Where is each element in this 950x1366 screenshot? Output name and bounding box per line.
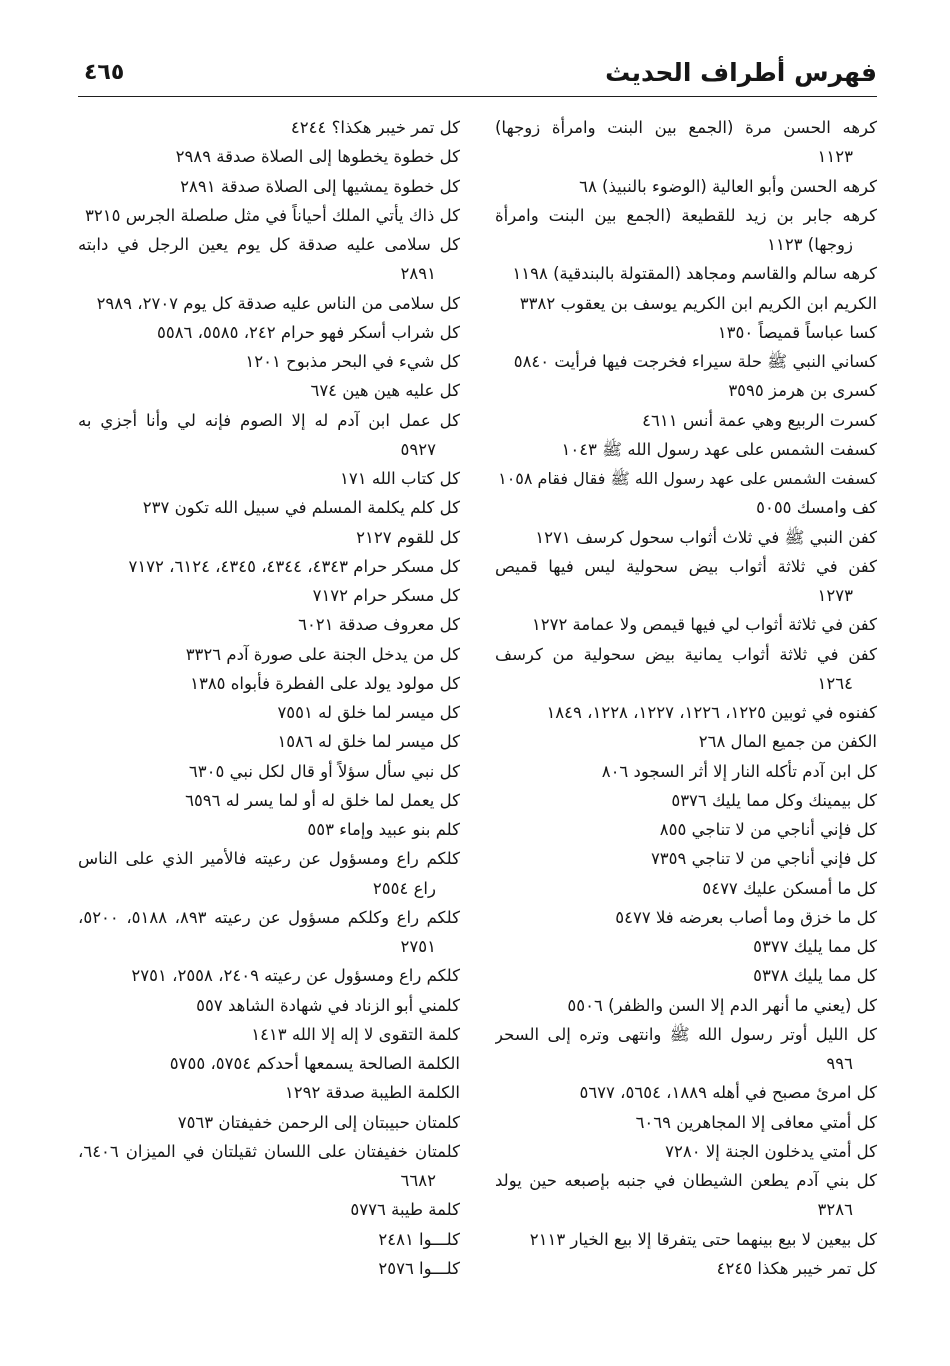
index-entry bbox=[78, 1137, 460, 1196]
index-entry bbox=[495, 172, 877, 201]
entry-line: كل مولود يولد على الفطرة فأبواه ١٣٨٥ bbox=[190, 673, 460, 693]
index-entry bbox=[78, 1049, 460, 1078]
index-entry bbox=[78, 493, 460, 522]
index-entry bbox=[495, 1166, 877, 1225]
index-entry bbox=[78, 1020, 460, 1049]
entry-line: كل تمر خيبر هكذا؟ ٤٢٤٤ bbox=[290, 118, 460, 137]
entry-line: كل أمتي معافى إلا المجاهرين ٦٠٦٩ bbox=[635, 1112, 877, 1132]
index-entry bbox=[78, 201, 460, 230]
header-rule bbox=[78, 96, 877, 97]
entry-line: كل امرئ مصبح في أهله ١٨٨٩، ٥٦٥٤، ٥٦٧٧ bbox=[579, 1083, 877, 1103]
index-entry bbox=[78, 464, 460, 493]
index-entry bbox=[495, 113, 877, 172]
index-entry bbox=[495, 552, 877, 611]
index-entry bbox=[78, 610, 460, 639]
entry-line: كل مما يليك ٥٣٧٧ bbox=[753, 937, 877, 956]
index-entry bbox=[495, 757, 877, 786]
entry-line: كل بيعين لا بيع بينهما حتى يتفرقا إلا بيع الخيار ٢١١٣ bbox=[529, 1229, 877, 1249]
entry-line: كف وامسك ٥٠٥٥ bbox=[756, 498, 877, 518]
entry-line: كل ما أمسكن عليك ٥٤٧٧ bbox=[702, 878, 877, 898]
entry-line: كل مما يليك ٥٣٧٨ bbox=[753, 966, 877, 986]
entry-line: كل ابن آدم تأكله النار إلا أثر السجود ٨٠٦ bbox=[601, 761, 877, 781]
entry-line: كسفت الشمس على عهد رسول الله ﷺ فقال فقام ١٠٥٨ bbox=[498, 469, 877, 488]
entry-line: كل من يدخل الجنة على صورة آدم ٣٣٢٦ bbox=[185, 644, 460, 664]
index-entry bbox=[495, 259, 877, 288]
entry-line: كل فإني أناجي من لا تناجي ٧٣٥٩ bbox=[650, 849, 877, 869]
index-entry bbox=[78, 289, 460, 318]
index-entry bbox=[495, 640, 877, 699]
index-entry bbox=[78, 1225, 460, 1254]
page-number: ٤٦٥ bbox=[84, 60, 125, 85]
entry-line: كل فإني أناجي من لا تناجي ٨٥٥ bbox=[659, 820, 877, 839]
entry-line: كل ذاك يأتي الملك أحياناً في مثل صلصلة الجرس ٣٢١٥ bbox=[85, 205, 460, 225]
entry-line: كسا عباساً قميصاً ١٣٥٠ bbox=[717, 322, 877, 342]
entry-line: كلكم راع وكلكم مسؤول عن رعيته ٨٩٣، ٥١٨٨، ٥٢٠٠، bbox=[78, 907, 460, 927]
index-entry bbox=[78, 786, 460, 815]
entry-line: كل سلامى عليه صدقة كل يوم يعين الرجل في دابته bbox=[78, 235, 460, 254]
entry-line: كل مسكر حرام ٤٣٤٣، ٤٣٤٤، ٤٣٤٥، ٦١٢٤، ٧١٧٢ bbox=[128, 556, 460, 576]
entry-line: كرهه الحسن وأبو العالية (الوضوء بالنبيذ) ٦٨ bbox=[579, 176, 877, 196]
entry-continuation-line: ١١٢٣ bbox=[817, 147, 853, 167]
index-entry bbox=[495, 523, 877, 552]
index-entry bbox=[78, 815, 460, 844]
entry-line: كل كتاب الله ١٧١ bbox=[340, 469, 460, 488]
entry-line: كل خطوة يخطوها إلى الصلاة صدقة ٢٩٨٩ bbox=[175, 147, 460, 167]
index-column-right bbox=[495, 113, 877, 1283]
index-entry bbox=[495, 932, 877, 961]
entry-line: الكلمة الصالحة يسمعها أحدكم ٥٧٥٤، ٥٧٥٥ bbox=[169, 1054, 460, 1073]
index-entry bbox=[495, 1078, 877, 1107]
entry-line: الكفن من جميع المال ٢٦٨ bbox=[698, 732, 877, 752]
index-entry bbox=[495, 698, 877, 727]
entry-line: كسرت الربيع وهي عمة أنس ٤٦١١ bbox=[642, 410, 877, 430]
index-entry bbox=[495, 1225, 877, 1254]
entry-line: كساني النبي ﷺ حلة سيراء فخرجت فيها فرأيت ٥٨٤٠ bbox=[513, 352, 877, 371]
index-entry bbox=[495, 903, 877, 932]
entry-line: كل عليه هين هين ٦٧٤ bbox=[310, 381, 460, 401]
entry-continuation-line: زوجها) ١١٢٣ bbox=[767, 235, 853, 254]
index-entry bbox=[78, 903, 460, 962]
entry-line: كل نبي سأل سؤلاً أو قال لكل نبي ٦٣٠٥ bbox=[188, 761, 460, 781]
entry-line: كفن النبي ﷺ في ثلاث أثواب سحول كرسف ١٢٧١ bbox=[535, 527, 877, 547]
index-entry bbox=[495, 318, 877, 347]
index-entry bbox=[495, 464, 877, 493]
entry-line: كفن في ثلاثة أثواب بيض سحولية ليس فيها قميص bbox=[495, 556, 877, 576]
entry-line: كرهه جابر بن زيد للقطيعة (الجمع بين البنت وامرأة bbox=[495, 205, 877, 225]
index-entry bbox=[78, 142, 460, 171]
entry-line: كل ميسر لما خلق له ٧٥٥١ bbox=[277, 703, 460, 722]
entry-line: كل للقوم ٢١٢٧ bbox=[356, 527, 460, 547]
index-entry bbox=[78, 552, 460, 581]
entry-line: كسفت الشمس على عهد رسول الله ﷺ ١٠٤٣ bbox=[561, 439, 877, 459]
entry-line: كسرى بن هرمز ٣٥٩٥ bbox=[728, 381, 877, 401]
index-entry bbox=[78, 844, 460, 903]
index-entry bbox=[78, 230, 460, 289]
index-entry bbox=[78, 961, 460, 990]
index-entry bbox=[78, 347, 460, 376]
entry-line: كل يعمل لما خلق له أو لما يسر له ٦٥٩٦ bbox=[185, 790, 460, 810]
entry-continuation-line: ٢٨٩١ bbox=[400, 264, 436, 284]
entry-line: كفنوه في ثوبين ١٢٢٥، ١٢٢٦، ١٢٢٧، ١٢٢٨، ١٨٤٩ bbox=[546, 703, 877, 722]
entry-line: كلمني أبو الزناد في شهادة الشاهد ٥٥٧ bbox=[196, 995, 460, 1015]
entry-line: كل ما خزق وما أصاب بعرضه فلا ٥٤٧٧ bbox=[615, 907, 877, 927]
entry-line: كل شراب أسكر فهو حرام ٢٤٢، ٥٥٨٥، ٥٥٨٦ bbox=[156, 322, 460, 342]
index-entry bbox=[495, 376, 877, 405]
index-entry bbox=[78, 172, 460, 201]
index-entry bbox=[78, 991, 460, 1020]
index-entry bbox=[78, 1254, 460, 1283]
index-entry bbox=[78, 698, 460, 727]
entry-line: كل كلم يكلمة المسلم في سبيل الله تكون ٢٣٧ bbox=[142, 498, 460, 518]
index-entry bbox=[78, 318, 460, 347]
entry-line: كلمتان خفيفتان على اللسان ثقيلتان في الميزان ٦٤٠٦، bbox=[78, 1141, 460, 1161]
entry-line: كل الليل أوتر رسول الله ﷺ وانتهى وتره إلى السحر bbox=[495, 1024, 877, 1044]
index-entry bbox=[78, 523, 460, 552]
entry-line: كل بني آدم يطعن الشيطان في جنبه بإصبعه حين يولد bbox=[495, 1171, 877, 1190]
index-entry bbox=[495, 347, 877, 376]
index-entry bbox=[78, 669, 460, 698]
entry-line: كلمة طيبة ٥٧٧٦ bbox=[350, 1200, 460, 1220]
entry-line: كل خطوة يمشيها إلى الصلاة صدقة ٢٨٩١ bbox=[180, 176, 460, 196]
index-entry bbox=[495, 961, 877, 990]
index-entry bbox=[495, 1137, 877, 1166]
index-entry bbox=[78, 1078, 460, 1107]
entry-line: كل ميسر لما خلق له ١٥٨٦ bbox=[277, 732, 460, 752]
entry-continuation-line: ٥٩٢٧ bbox=[400, 439, 436, 459]
entry-line: كرهه الحسن مرة (الجمع بين البنت وامرأة زوجها) bbox=[495, 118, 877, 137]
entry-continuation-line: ٦٦٨٢ bbox=[400, 1171, 436, 1190]
index-entry bbox=[495, 844, 877, 873]
entry-line: الكريم ابن الكريم ابن الكريم يوسف بن يعقوب ٣٣٨٢ bbox=[519, 293, 877, 313]
running-title: فهرس أطراف الحديث bbox=[605, 58, 877, 87]
entry-line: كل عمل ابن آدم له إلا الصوم فإنه لي وأنا أجزي به bbox=[78, 410, 460, 430]
index-entry bbox=[78, 113, 460, 142]
entry-continuation-line: ١٢٦٤ bbox=[817, 673, 853, 693]
entry-line: كلـــوا ٢٥٧٦ bbox=[378, 1258, 460, 1278]
entry-line: كفن في ثلاثة أثواب يمانية بيض سحولية من كرسف bbox=[495, 644, 877, 664]
entry-line: كلمتان حبيبتان إلى الرحمن خفيفتان ٧٥٦٣ bbox=[177, 1112, 460, 1132]
entry-line: كل بيمينك وكل مما يليك ٥٣٧٦ bbox=[671, 790, 877, 810]
entry-line: كل (يعني ما أنهر الدم إلا السن والظفر) ٥٥٠٦ bbox=[567, 995, 877, 1015]
index-entry bbox=[78, 1195, 460, 1224]
index-entry bbox=[495, 493, 877, 522]
entry-line: كل سلامى من الناس عليه صدقة كل يوم ٢٧٠٧، ٢٩٨٩ bbox=[96, 293, 460, 313]
index-entry bbox=[495, 610, 877, 639]
index-entry bbox=[495, 289, 877, 318]
entry-line: كلكم راع ومسؤول عن رعيته ٢٤٠٩، ٢٥٥٨، ٢٧٥١ bbox=[131, 966, 460, 986]
index-entry bbox=[78, 727, 460, 756]
index-entry bbox=[495, 1254, 877, 1283]
index-entry bbox=[495, 874, 877, 903]
entry-continuation-line: ٣٢٨٦ bbox=[817, 1200, 853, 1220]
index-entry bbox=[495, 201, 877, 260]
entry-continuation-line: ٩٩٦ bbox=[826, 1054, 853, 1073]
entry-line: كل مسكر حرام ٧١٧٢ bbox=[312, 586, 460, 605]
index-entry bbox=[495, 1108, 877, 1137]
entry-line: الكلمة الطيبة صدقة ١٢٩٢ bbox=[284, 1083, 460, 1103]
entry-continuation-line: ١٢٧٣ bbox=[817, 586, 853, 605]
index-entry bbox=[78, 757, 460, 786]
entry-line: كرهه سالم والقاسم ومجاهد (المقتولة بالبندقية) ١١٩٨ bbox=[512, 264, 877, 284]
entry-line: كل تمر خيبر هكذا ٤٢٤٥ bbox=[716, 1258, 877, 1278]
entry-line: كل معروف صدقة ٦٠٢١ bbox=[298, 615, 460, 635]
entry-line: كل شيء في البحر مذبوح ١٢٠١ bbox=[245, 352, 460, 371]
index-entry bbox=[78, 406, 460, 465]
entry-continuation-line: ٢٧٥١ bbox=[400, 937, 436, 956]
entry-line: كل أمتي يدخلون الجنة إلا ٧٢٨٠ bbox=[665, 1141, 877, 1161]
index-entry bbox=[495, 406, 877, 435]
entry-line: كلكم راع ومسؤول عن رعيته فالأمير الذي على الناس bbox=[78, 849, 460, 869]
entry-line: كلمة التقوى لا إله إلا الله ١٤١٣ bbox=[251, 1024, 460, 1044]
index-entry bbox=[495, 727, 877, 756]
index-entry bbox=[495, 435, 877, 464]
index-entry bbox=[495, 815, 877, 844]
entry-line: كفن في ثلاثة أثواب لي فيها قيمص ولا عمامة ١٢٧٢ bbox=[531, 615, 877, 635]
index-entry bbox=[495, 786, 877, 815]
index-column-left bbox=[78, 113, 460, 1283]
index-entry bbox=[78, 376, 460, 405]
index-entry bbox=[78, 1108, 460, 1137]
entry-line: كلم بنو عبيد وإماء ٥٥٣ bbox=[307, 820, 460, 839]
index-entry bbox=[495, 1020, 877, 1079]
index-entry bbox=[495, 991, 877, 1020]
index-entry bbox=[78, 640, 460, 669]
entry-line: كلـــوا ٢٤٨١ bbox=[378, 1229, 460, 1249]
index-entry bbox=[78, 581, 460, 610]
entry-continuation-line: راع ٢٥٥٤ bbox=[372, 878, 436, 898]
